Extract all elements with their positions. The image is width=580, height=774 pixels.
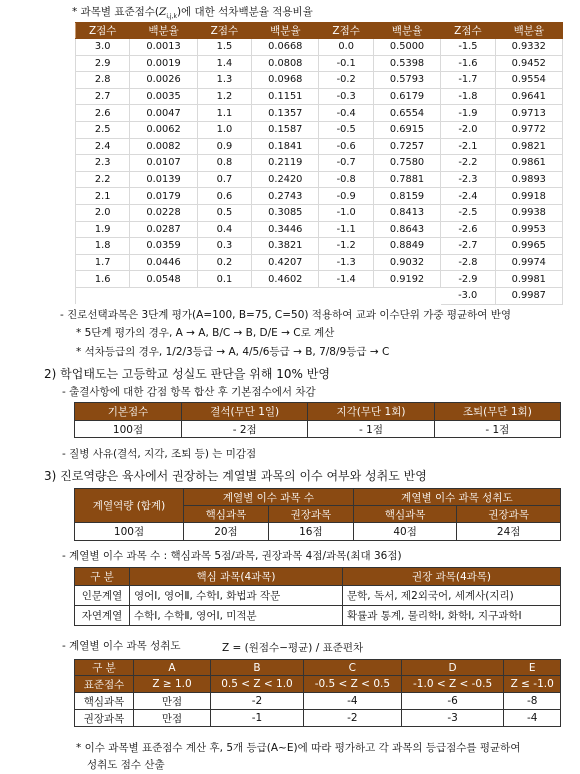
career-value: 16점 (268, 523, 353, 541)
elective-note: - 진로선택과목은 3단계 평가(A=100, B=75, C=50) 적용하여 교과 이수단위 가중 평균하여 반영 (60, 309, 512, 321)
percentile-cell: 0.5398 (373, 55, 440, 72)
ach-value: -4 (303, 693, 401, 710)
percentile-cell: 0.8413 (373, 204, 440, 221)
z-score-cell: 0.1 (197, 271, 251, 288)
percentile-cell: 0.0026 (130, 72, 197, 89)
z-score-cell: 0.3 (197, 238, 251, 255)
percentile-cell: 0.9938 (495, 204, 562, 221)
std-range: Z ≥ 1.0 (134, 676, 211, 693)
percentile-cell: 0.8159 (373, 188, 440, 205)
empty-cell (76, 287, 130, 304)
percentile-cell: 0.0047 (130, 105, 197, 122)
achievement-table (74, 659, 561, 727)
percentile-cell: 0.0808 (252, 55, 319, 72)
ach-value: -4 (504, 710, 561, 727)
subjects-header: 구 분 (75, 568, 130, 586)
attendance-note: - 출결사항에 대한 감점 항목 합산 후 기본점수에서 차감 (62, 386, 316, 398)
attendance-header: 지각(무단 1회) (308, 403, 434, 421)
percentile-cell: 0.9974 (495, 254, 562, 271)
z-score-cell: 1.1 (197, 105, 251, 122)
attendance-value: - 2점 (182, 421, 308, 438)
z-score-cell: -0.4 (319, 105, 373, 122)
percentile-cell: 0.0548 (130, 271, 197, 288)
percentile-cell: 0.0228 (130, 204, 197, 221)
subjects-track: 자연계열 (75, 606, 130, 626)
career-table (74, 488, 561, 541)
five-level-note: * 5단계 평가의 경우, A → A, B/C → B, D/E → C로 계산 (76, 327, 335, 339)
percentile-row (76, 287, 563, 304)
percentile-cell: 0.0035 (130, 88, 197, 105)
percentile-cell: 0.6554 (373, 105, 440, 122)
percentile-header: 백분율 (130, 23, 197, 39)
z-score-cell: 1.6 (76, 271, 130, 288)
percentile-cell: 0.7580 (373, 155, 440, 172)
ach-row-label: 권장과목 (75, 710, 134, 727)
percentile-cell: 0.9554 (495, 72, 562, 89)
z-score-cell: -2.2 (441, 155, 495, 172)
percentile-header: Z점수 (441, 23, 495, 39)
percentile-cell: 0.3085 (252, 204, 319, 221)
subjects-header: 권장 과목(4과목) (343, 568, 561, 586)
z-score-cell: 2.7 (76, 88, 130, 105)
percentile-row (76, 55, 563, 72)
percentile-cell: 0.0179 (130, 188, 197, 205)
z-score-cell: -2.8 (441, 254, 495, 271)
career-value: 100점 (75, 523, 184, 541)
z-score-cell: -1.9 (441, 105, 495, 122)
percentile-cell: 0.9641 (495, 88, 562, 105)
ach-value: -2 (303, 710, 401, 727)
percentile-cell: 0.9965 (495, 238, 562, 255)
attendance-table (74, 402, 561, 438)
subject-count-note: - 계열별 이수 과목 수 : 핵심과목 5점/과목, 권장과목 4점/과목(최대 36점) (62, 550, 402, 562)
empty-cell (252, 287, 319, 304)
subjects-core: 수학Ⅰ, 수학Ⅱ, 영어Ⅰ, 미적분 (130, 606, 343, 626)
percentile-row (76, 121, 563, 138)
attendance-value: - 1점 (434, 421, 560, 438)
z-score-cell: 2.6 (76, 105, 130, 122)
percentile-cell: 0.4207 (252, 254, 319, 271)
z-score-cell: 1.3 (197, 72, 251, 89)
ach-value: -3 (401, 710, 504, 727)
z-score-cell: -1.1 (319, 221, 373, 238)
percentile-cell: 0.7257 (373, 138, 440, 155)
attendance-header: 결석(무단 1일) (182, 403, 308, 421)
z-score-cell: -2.4 (441, 188, 495, 205)
percentile-header: 백분율 (252, 23, 319, 39)
subjects-recommended: 확률과 통계, 물리학Ⅰ, 화학Ⅰ, 지구과학Ⅰ (343, 606, 561, 626)
z-score-cell: 2.8 (76, 72, 130, 89)
z-score-cell: -0.1 (319, 55, 373, 72)
empty-cell (319, 287, 373, 304)
percentile-cell: 0.9861 (495, 155, 562, 172)
z-score-cell: -2.3 (441, 171, 495, 188)
z-score-cell: 0.5 (197, 204, 251, 221)
percentile-header-row (76, 23, 563, 39)
z-score-cell: 2.9 (76, 55, 130, 72)
career-subheader: 권장과목 (268, 506, 353, 523)
percentile-cell: 0.1841 (252, 138, 319, 155)
percentile-row (76, 88, 563, 105)
z-score-cell: -0.5 (319, 121, 373, 138)
percentile-row (76, 271, 563, 288)
z-score-cell: 0.0 (319, 39, 373, 56)
percentile-cell: 0.3821 (252, 238, 319, 255)
z-score-cell: 2.2 (76, 171, 130, 188)
percentile-cell: 0.0968 (252, 72, 319, 89)
z-score-cell: -1.0 (319, 204, 373, 221)
z-score-cell: 2.1 (76, 188, 130, 205)
percentile-header: 백분율 (373, 23, 440, 39)
career-header-total: 계열역량 (합계) (75, 489, 184, 523)
career-subheader: 핵심과목 (184, 506, 269, 523)
z-score-cell: -1.3 (319, 254, 373, 271)
z-score-cell: -0.2 (319, 72, 373, 89)
z-score-cell: -0.6 (319, 138, 373, 155)
achievement-header: D (401, 660, 504, 676)
percentile-cell: 0.6915 (373, 121, 440, 138)
percentile-cell: 0.0013 (130, 39, 197, 56)
percentile-cell: 0.8643 (373, 221, 440, 238)
achievement-header: 구 분 (75, 660, 134, 676)
percentile-cell: 0.2420 (252, 171, 319, 188)
percentile-cell: 0.9821 (495, 138, 562, 155)
percentile-cell: 0.5000 (373, 39, 440, 56)
std-label: 표준점수 (75, 676, 134, 693)
z-formula: Z = (원점수−평균) / 표준편차 (222, 642, 364, 654)
z-score-cell: -0.3 (319, 88, 373, 105)
z-score-cell: -1.7 (441, 72, 495, 89)
ach-value: 만점 (134, 710, 211, 727)
subjects-core: 영어Ⅰ, 영어Ⅱ, 수학Ⅰ, 화법과 작문 (130, 586, 343, 606)
std-range: -0.5 < Z < 0.5 (303, 676, 401, 693)
percentile-cell: 0.9772 (495, 121, 562, 138)
subjects-recommended: 문학, 독서, 제2외국어, 세계사(지리) (343, 586, 561, 606)
z-symbol: Z (159, 6, 167, 18)
achievement-header: A (134, 660, 211, 676)
table-title: * 과목별 표준점수$(Z_{i,j,k})$에 대한 석차백분율 적용비율 (72, 6, 313, 21)
subjects-table (74, 567, 561, 626)
percentile-header: Z점수 (197, 23, 251, 39)
percentile-cell: 0.5793 (373, 72, 440, 89)
achievement-header: C (303, 660, 401, 676)
z-score-cell: -3.0 (441, 287, 495, 304)
percentile-cell: 0.9192 (373, 271, 440, 288)
percentile-row (76, 254, 563, 271)
z-score-cell: 2.0 (76, 204, 130, 221)
career-header-count: 계열별 이수 과목 수 (184, 489, 354, 506)
percentile-cell: 0.9893 (495, 171, 562, 188)
ach-value: -1 (211, 710, 304, 727)
career-value: 24점 (457, 523, 561, 541)
career-subheader: 권장과목 (457, 506, 561, 523)
subjects-track: 인문계열 (75, 586, 130, 606)
z-score-cell: 0.7 (197, 171, 251, 188)
std-range: -1.0 < Z < -0.5 (401, 676, 504, 693)
section3-heading: 3) 진로역량은 육사에서 권장하는 계열별 과목의 이수 여부와 성취도 반영 (44, 469, 427, 483)
ach-value: -2 (211, 693, 304, 710)
attendance-value: - 1점 (308, 421, 434, 438)
footnote-line1: * 이수 과목별 표준점수 계산 후, 5개 등급(A~E)에 따라 평가하고 각 과목의 등급점수를 평균하여 (76, 742, 521, 754)
percentile-cell: 0.9032 (373, 254, 440, 271)
percentile-cell: 0.7881 (373, 171, 440, 188)
percentile-cell: 0.0019 (130, 55, 197, 72)
z-score-cell: 3.0 (76, 39, 130, 56)
ach-value: 만점 (134, 693, 211, 710)
empty-cell (130, 287, 197, 304)
z-score-cell: 1.2 (197, 88, 251, 105)
percentile-cell: 0.9981 (495, 271, 562, 288)
percentile-cell: 0.0668 (252, 39, 319, 56)
percentile-cell: 0.2119 (252, 155, 319, 172)
percentile-table (75, 22, 563, 305)
z-score-cell: 0.2 (197, 254, 251, 271)
subjects-header: 핵심 과목(4과목) (130, 568, 343, 586)
percentile-cell: 0.0287 (130, 221, 197, 238)
z-score-cell: -1.2 (319, 238, 373, 255)
percentile-row (76, 138, 563, 155)
z-score-cell: -1.6 (441, 55, 495, 72)
percentile-cell: 0.9332 (495, 39, 562, 56)
percentile-cell: 0.0107 (130, 155, 197, 172)
z-score-cell: 0.8 (197, 155, 251, 172)
empty-cell (373, 287, 440, 304)
ach-value: -8 (504, 693, 561, 710)
percentile-row (76, 221, 563, 238)
z-score-cell: 0.4 (197, 221, 251, 238)
percentile-row (76, 238, 563, 255)
ach-value: -6 (401, 693, 504, 710)
percentile-cell: 0.9452 (495, 55, 562, 72)
z-score-cell: -2.1 (441, 138, 495, 155)
z-score-cell: 1.7 (76, 254, 130, 271)
z-score-cell: 1.5 (197, 39, 251, 56)
std-range: 0.5 < Z < 1.0 (211, 676, 304, 693)
attendance-header: 기본점수 (75, 403, 182, 421)
z-score-cell: 2.3 (76, 155, 130, 172)
std-range: Z ≤ -1.0 (504, 676, 561, 693)
percentile-cell: 0.4602 (252, 271, 319, 288)
z-score-cell: -0.9 (319, 188, 373, 205)
career-value: 20점 (184, 523, 269, 541)
achievement-header: E (504, 660, 561, 676)
percentile-cell: 0.3446 (252, 221, 319, 238)
percentile-cell: 0.1151 (252, 88, 319, 105)
percentile-row (76, 105, 563, 122)
z-score-cell: -2.7 (441, 238, 495, 255)
percentile-cell: 0.9918 (495, 188, 562, 205)
z-score-cell: 2.5 (76, 121, 130, 138)
percentile-row (76, 171, 563, 188)
career-value: 40점 (353, 523, 457, 541)
career-header-achievement: 계열별 이수 과목 성취도 (353, 489, 560, 506)
z-score-cell: -0.8 (319, 171, 373, 188)
percentile-header: Z점수 (76, 23, 130, 39)
empty-cell (197, 287, 251, 304)
percentile-cell: 0.6179 (373, 88, 440, 105)
z-score-cell: 1.8 (76, 238, 130, 255)
attendance-header: 조퇴(무단 1회) (434, 403, 560, 421)
z-score-cell: 1.9 (76, 221, 130, 238)
z-score-cell: -0.7 (319, 155, 373, 172)
percentile-cell: 0.0082 (130, 138, 197, 155)
z-score-cell: 1.0 (197, 121, 251, 138)
z-score-cell: -2.9 (441, 271, 495, 288)
percentile-row (76, 188, 563, 205)
percentile-cell: 0.0062 (130, 121, 197, 138)
z-score-cell: 0.9 (197, 138, 251, 155)
grade-note: * 석차등급의 경우, 1/2/3등급 → A, 4/5/6등급 → B, 7/8/9등급 → C (76, 346, 390, 358)
z-score-cell: -1.5 (441, 39, 495, 56)
percentile-row (76, 155, 563, 172)
z-score-cell: 1.4 (197, 55, 251, 72)
footnote-line2: 성취도 점수 산출 (87, 759, 165, 771)
z-score-cell: -2.5 (441, 204, 495, 221)
percentile-cell: 0.9987 (495, 287, 562, 304)
z-subscript: i,j,k (166, 13, 177, 21)
achievement-note: - 계열별 이수 과목 성취도 (62, 640, 181, 652)
z-score-cell: -1.4 (319, 271, 373, 288)
z-score-cell: -2.0 (441, 121, 495, 138)
percentile-cell: 0.2743 (252, 188, 319, 205)
attendance-value: 100점 (75, 421, 182, 438)
percentile-cell: 0.1357 (252, 105, 319, 122)
section2-heading: 2) 학업태도는 고등학교 성실도 판단을 위해 10% 반영 (44, 367, 330, 381)
percentile-header: Z점수 (319, 23, 373, 39)
percentile-header: 백분율 (495, 23, 562, 39)
percentile-cell: 0.0446 (130, 254, 197, 271)
percentile-row (76, 204, 563, 221)
percentile-cell: 0.0359 (130, 238, 197, 255)
percentile-cell: 0.9953 (495, 221, 562, 238)
z-score-cell: -2.6 (441, 221, 495, 238)
illness-note: - 질병 사유(결석, 지각, 조퇴 등) 는 미감점 (62, 448, 257, 460)
percentile-row (76, 72, 563, 89)
percentile-cell: 0.8849 (373, 238, 440, 255)
percentile-row (76, 39, 563, 56)
career-subheader: 핵심과목 (353, 506, 457, 523)
z-score-cell: -1.8 (441, 88, 495, 105)
z-score-cell: 0.6 (197, 188, 251, 205)
percentile-cell: 0.0139 (130, 171, 197, 188)
percentile-cell: 0.9713 (495, 105, 562, 122)
ach-row-label: 핵심과목 (75, 693, 134, 710)
achievement-header: B (211, 660, 304, 676)
z-score-cell: 2.4 (76, 138, 130, 155)
percentile-cell: 0.1587 (252, 121, 319, 138)
